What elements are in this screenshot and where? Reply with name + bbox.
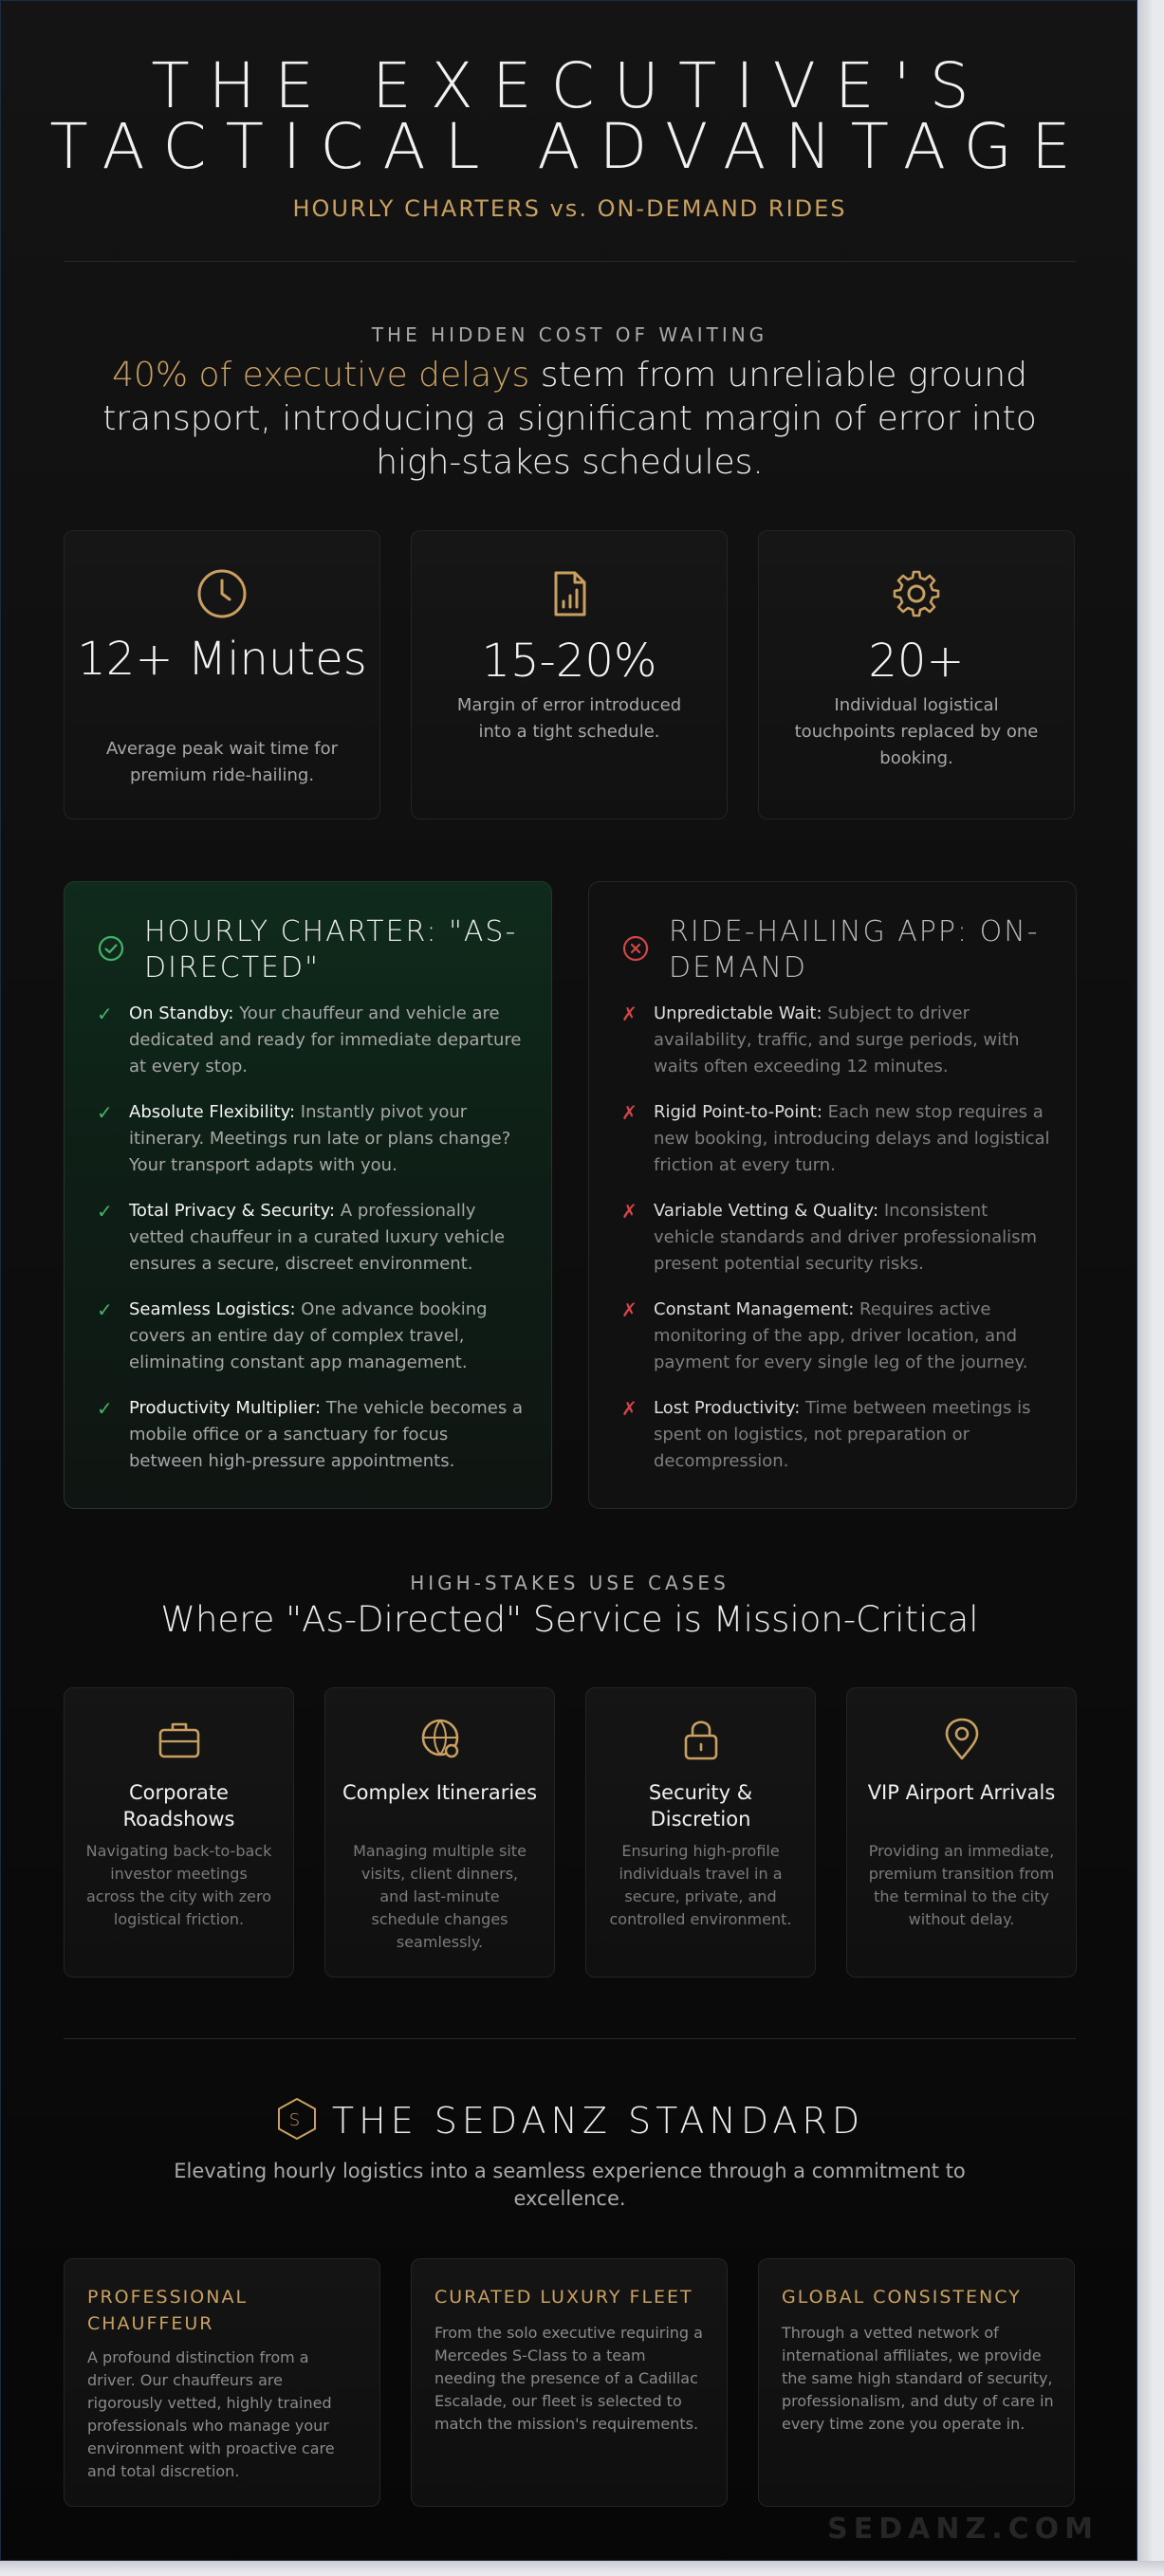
list-item xyxy=(621,1395,1051,1475)
use-case-description: Navigating back-to-back investor meetings across the city with zero logistical friction. xyxy=(85,1842,272,1928)
use-case-title: VIP Airport Arrivals xyxy=(867,1781,1056,1804)
pillar-title: PROFESSIONAL CHAUFFEUR xyxy=(87,2287,249,2334)
use-case-card xyxy=(324,1687,555,1978)
stat-description: Margin of error introduced into a tight schedule. xyxy=(456,695,682,742)
list-item xyxy=(621,1198,1051,1278)
pillar-card xyxy=(64,2258,380,2507)
cross-icon: ✗ xyxy=(621,1298,637,1321)
hidden-cost-eyebrow: THE HIDDEN COST OF WAITING xyxy=(371,323,768,346)
list-item xyxy=(97,1198,527,1278)
stat-card xyxy=(758,530,1075,819)
checkmark-icon: ✓ xyxy=(97,1397,113,1420)
item-text: One advance booking covers an entire day of complex travel, eliminating constant app management. xyxy=(129,1299,488,1372)
list-item xyxy=(621,1297,1051,1376)
pillar-description: A profound distinction from a driver. Our chauffeurs are rigorously vetted, highly trained professionals who manage your environment with proactive care and total discretion. xyxy=(87,2348,335,2480)
title-line-1: THE EXECUTIVE'S xyxy=(151,49,988,122)
hourly-charter-title: HOURLY CHARTER: "AS-DIRECTED" xyxy=(144,915,518,984)
use-case-title: Complex Itineraries xyxy=(342,1781,538,1804)
item-lead: On Standby: xyxy=(129,1003,234,1023)
page-title xyxy=(1,49,1137,183)
use-case-card xyxy=(585,1687,816,1978)
use-case-card xyxy=(64,1687,294,1978)
pillar-title: GLOBAL CONSISTENCY xyxy=(782,2287,1022,2308)
list-item xyxy=(97,1099,527,1179)
divider xyxy=(64,261,1076,262)
headline-rest: stem from unreliable ground transport, introducing a significant margin of error into high-stakes schedules. xyxy=(102,356,1037,482)
checkmark-icon: ✓ xyxy=(97,1003,113,1025)
item-lead: Absolute Flexibility: xyxy=(129,1102,296,1122)
item-lead: Variable Vetting & Quality: xyxy=(654,1201,879,1221)
globe-route-icon xyxy=(416,1715,465,1764)
list-item xyxy=(621,1099,1051,1179)
chart-document-icon xyxy=(543,567,596,620)
ride-hailing-panel xyxy=(588,881,1077,1509)
list-item xyxy=(97,1297,527,1376)
headline-highlight: 40% of executive delays xyxy=(112,356,530,395)
item-text: Instantly pivot your itinerary. Meetings run late or plans change? Your transport adapts with you. xyxy=(129,1102,511,1175)
item-lead: Total Privacy & Security: xyxy=(129,1201,336,1221)
list-item xyxy=(97,1395,527,1475)
item-text: Subject to driver availability, traffic, and surge periods, with waits often exceeding 12 minutes. xyxy=(654,1003,1020,1076)
pillar-description: From the solo executive requiring a Mercedes S-Class to a team needing the presence of a Cadillac Escalade, our fleet is selected to match the mission's requirements. xyxy=(434,2324,703,2433)
cross-icon: ✗ xyxy=(621,1003,637,1025)
use-case-title: Security & Discretion xyxy=(648,1781,753,1831)
pillar-description: Through a vetted network of international affiliates, we provide the same high standard of security, professionalism, and duty of care in every time zone you operate in. xyxy=(782,2324,1054,2433)
item-text: A professionally vetted chauffeur in a curated luxury vehicle ensures a secure, discreet environment. xyxy=(129,1201,506,1274)
checkmark-icon: ✓ xyxy=(97,1298,113,1321)
pillar-card xyxy=(411,2258,728,2507)
pillar-card xyxy=(758,2258,1075,2507)
list-item xyxy=(97,1001,527,1080)
use-case-description: Providing an immediate, premium transition from the terminal to the city without delay. xyxy=(868,1842,1055,1928)
lock-icon xyxy=(676,1715,726,1764)
hidden-cost-headline xyxy=(86,354,1053,485)
svg-text:S: S xyxy=(288,2110,305,2130)
checkmark-icon: ✓ xyxy=(97,1101,113,1124)
page-shadow xyxy=(1137,0,1164,2576)
page-subtitle: HOURLY CHARTERS vs. ON-DEMAND RIDES xyxy=(292,195,847,222)
item-text: Requires active monitoring of the app, driver location, and payment for every single leg of the journey. xyxy=(654,1299,1028,1372)
sedanz-logo-icon xyxy=(275,2097,319,2141)
item-text: The vehicle becomes a mobile office or a sanctuary for focus between high-pressure appointments. xyxy=(129,1398,523,1471)
use-case-description: Ensuring high-profile individuals travel in a secure, private, and controlled environment. xyxy=(609,1842,792,1928)
stat-value: 15-20% xyxy=(481,635,657,688)
ride-hailing-title: RIDE-HAILING APP: ON-DEMAND xyxy=(669,915,1040,984)
pillar-title: CURATED LUXURY FLEET xyxy=(434,2287,693,2308)
stat-card xyxy=(411,530,728,819)
stat-value: 12+ Minutes xyxy=(77,633,367,686)
item-text: Time between meetings is spent on logistics, not preparation or decompression. xyxy=(654,1398,1031,1471)
hourly-charter-panel xyxy=(64,881,552,1509)
use-case-title: Corporate Roadshows xyxy=(122,1781,235,1831)
use-cases-eyebrow: HIGH-STAKES USE CASES xyxy=(410,1572,730,1594)
item-lead: Seamless Logistics: xyxy=(129,1299,296,1319)
clock-icon xyxy=(195,567,249,620)
item-lead: Unpredictable Wait: xyxy=(654,1003,822,1023)
x-circle-icon xyxy=(621,934,650,963)
item-lead: Productivity Multiplier: xyxy=(129,1398,322,1418)
standard-subtitle: Elevating hourly logistics into a seamless experience through a commitment to excellence. xyxy=(174,2160,966,2210)
stat-description: Individual logistical touchpoints replaced by one booking. xyxy=(794,695,1039,768)
stat-value: 20+ xyxy=(868,635,965,688)
item-lead: Lost Productivity: xyxy=(654,1398,801,1418)
stat-card xyxy=(64,530,380,819)
brand-watermark: SEDANZ.COM xyxy=(827,2512,1099,2546)
map-pin-icon xyxy=(937,1715,987,1764)
item-lead: Constant Management: xyxy=(654,1299,855,1319)
title-line-2: TACTICAL ADVANTAGE xyxy=(49,110,1090,183)
cross-icon: ✗ xyxy=(621,1397,637,1420)
item-text: Inconsistent vehicle standards and driver professionalism present potential security risks. xyxy=(654,1201,1038,1274)
stat-description: Average peak wait time for premium ride-hailing. xyxy=(106,739,338,785)
cross-icon: ✗ xyxy=(621,1200,637,1223)
item-lead: Rigid Point-to-Point: xyxy=(654,1102,822,1122)
gear-icon xyxy=(890,567,943,620)
use-case-description: Managing multiple site visits, client dinners, and last-minute schedule changes seamlessly. xyxy=(353,1842,527,1951)
divider xyxy=(64,2038,1076,2039)
use-cases-heading: Where "As-Directed" Service is Mission-Critical xyxy=(160,1599,979,1640)
briefcase-icon xyxy=(155,1715,204,1764)
standard-title xyxy=(1,2097,1137,2142)
cross-icon: ✗ xyxy=(621,1101,637,1124)
check-circle-icon xyxy=(97,934,125,963)
checkmark-icon: ✓ xyxy=(97,1200,113,1223)
standard-title-text: THE SEDANZ STANDARD xyxy=(331,2100,865,2142)
item-text: Each new stop requires a new booking, introducing delays and logistical friction at every turn. xyxy=(654,1102,1050,1175)
item-text: Your chauffeur and vehicle are dedicated and ready for immediate departure at every stop. xyxy=(129,1003,522,1076)
use-case-card xyxy=(846,1687,1077,1978)
page-shadow xyxy=(0,2561,1164,2576)
list-item xyxy=(621,1001,1051,1080)
